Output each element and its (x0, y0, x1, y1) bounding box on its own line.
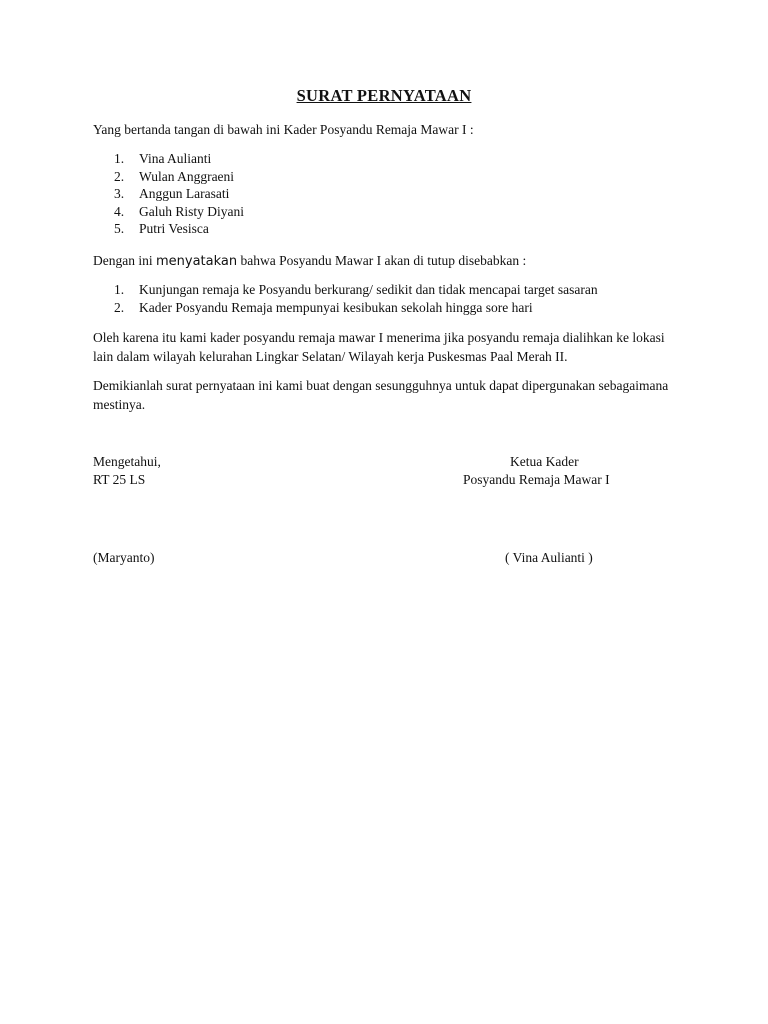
list-number: 1. (114, 151, 125, 166)
intro-text: Yang bertanda tangan di bawah ini Kader Posyandu Remaja Mawar I : (93, 122, 474, 137)
reason-text: Kader Posyandu Remaja mempunyai kesibukan sekolah hingga sore hari (139, 299, 533, 315)
signature-right-heading: Ketua Kader (510, 454, 579, 469)
list-number: 2. (114, 299, 125, 315)
list-number: 1. (114, 282, 125, 297)
signature-left-name: (Maryanto) (93, 550, 155, 565)
signature-left-heading: Mengetahui, (93, 454, 161, 469)
member-name: Putri Vesisca (139, 221, 209, 237)
signature-right-role: Posyandu Remaja Mawar I (463, 472, 610, 487)
list-item (114, 203, 244, 221)
list-item (114, 150, 244, 168)
list-number: 4. (114, 203, 125, 219)
list-item (114, 281, 598, 299)
member-list (114, 150, 244, 238)
statement-suffix: bahwa Posyandu Mawar I akan di tutup disebabkan : (237, 253, 527, 268)
list-number: 5. (114, 221, 125, 237)
statement-text (93, 253, 526, 269)
reason-text: Kunjungan remaja ke Posyandu berkurang/ sedikit dan tidak mencapai target sasaran (139, 282, 598, 297)
list-number: 2. (114, 168, 125, 184)
list-item (114, 220, 244, 238)
paragraph-relocation: Oleh karena itu kami kader posyandu remaja mawar I menerima jika posyandu remaja dialihkan ke lokasi lain dalam wilayah kelurahan Lingkar Selatan/ Wilayah kerja Puskesmas Paal Merah II. (93, 330, 665, 364)
list-item (114, 168, 244, 186)
paragraph-closing: Demikianlah surat pernyataan ini kami buat dengan sesungguhnya untuk dapat dipergunakan sebagaimana mestinya. (93, 378, 669, 412)
list-item (114, 185, 244, 203)
signature-left-role: RT 25 LS (93, 472, 146, 487)
reason-list (114, 281, 598, 316)
list-number: 3. (114, 186, 125, 202)
statement-prefix: Dengan ini (93, 253, 156, 268)
member-name: Vina Aulianti (139, 151, 212, 166)
member-name: Anggun Larasati (139, 186, 230, 202)
list-item (114, 299, 598, 317)
statement-emphasis: menyatakan (156, 254, 238, 269)
member-name: Wulan Anggraeni (139, 168, 235, 184)
signature-right-name: ( Vina Aulianti ) (505, 550, 593, 565)
member-name: Galuh Risty Diyani (139, 203, 244, 219)
document-title: SURAT PERNYATAAN (296, 86, 472, 105)
